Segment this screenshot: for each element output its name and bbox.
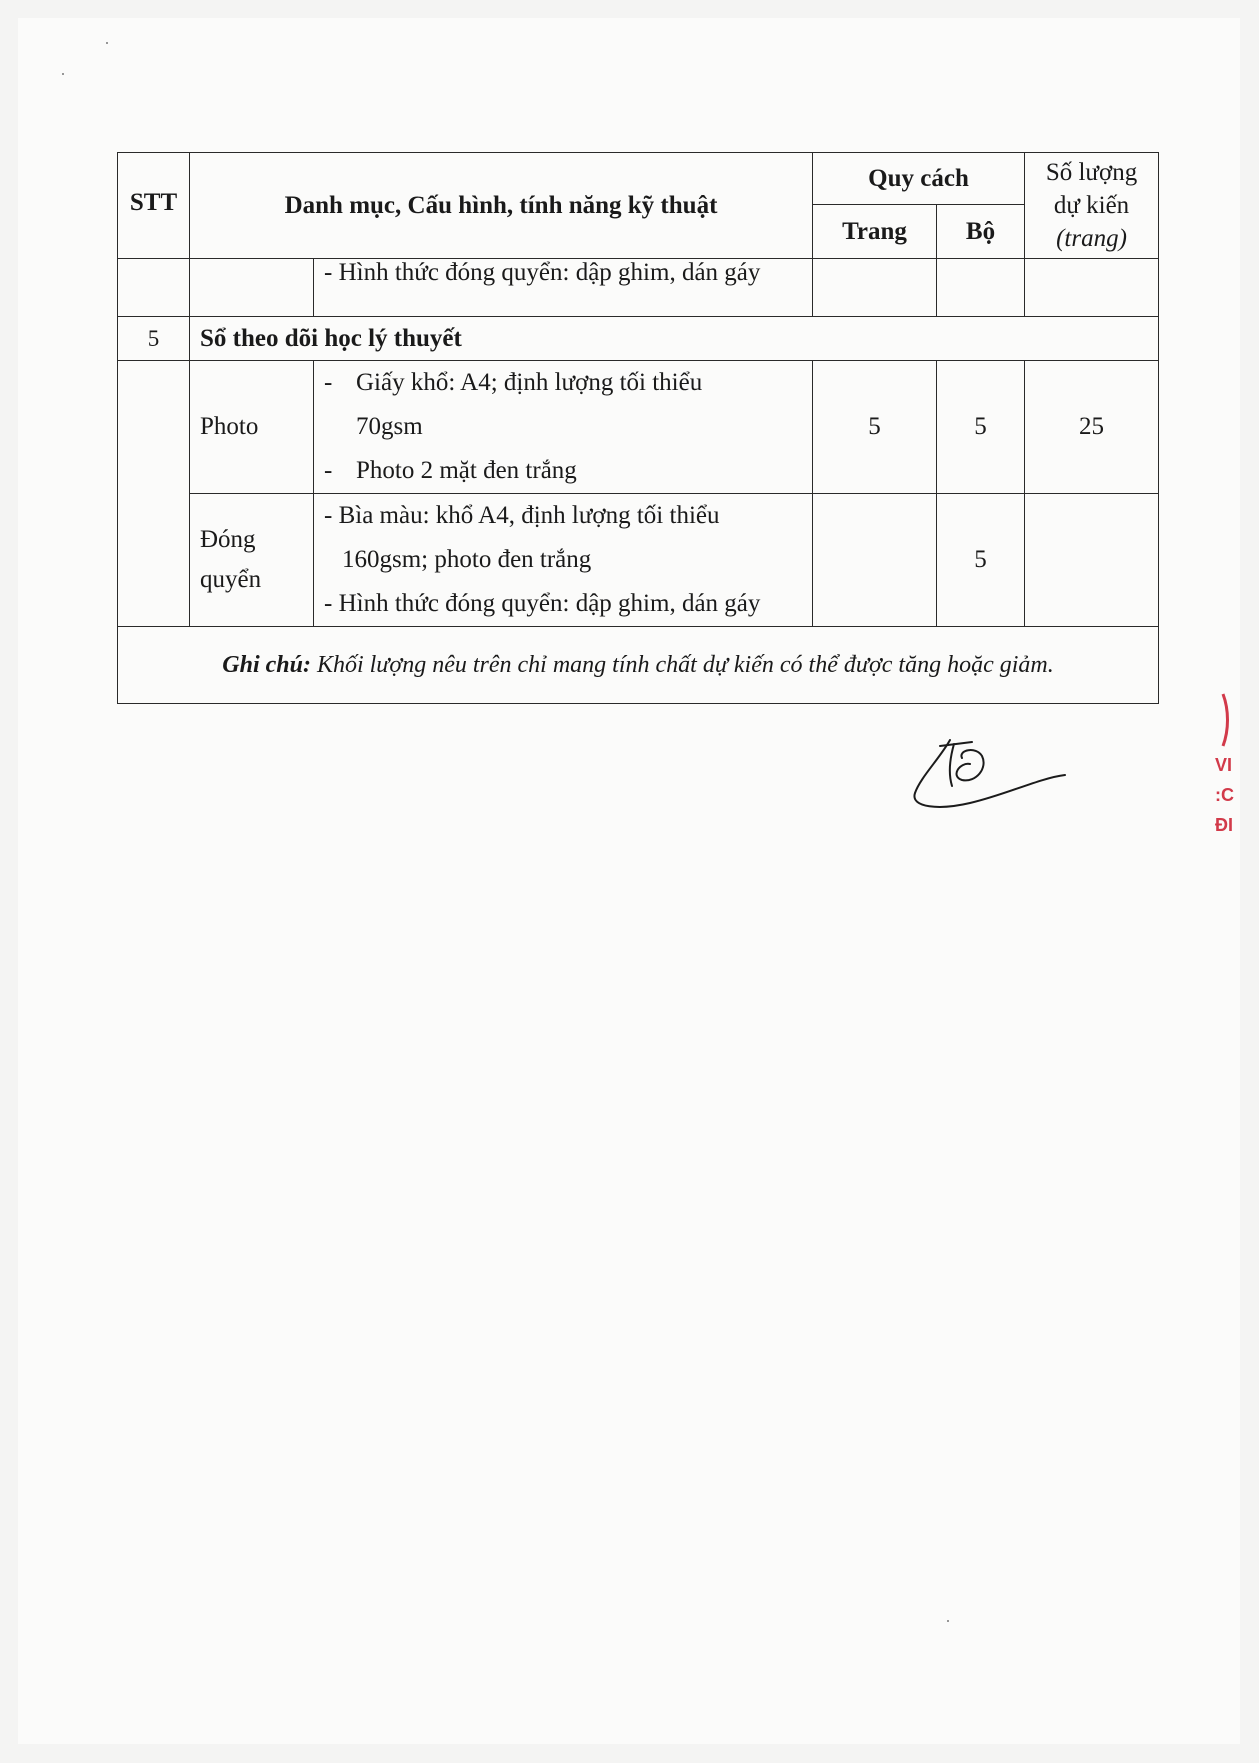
cell-empty: [937, 259, 1025, 317]
cell-dong-quyen-label: [190, 494, 314, 627]
bullet-text-line: 70gsm: [356, 413, 423, 440]
scan-speck: [947, 1620, 949, 1622]
section-title: Sổ theo dõi học lý thuyết: [190, 317, 1159, 361]
bullet-item: [324, 449, 802, 493]
header-so-luong-unit: (trang): [1056, 225, 1127, 252]
header-so-luong-line2: dự kiến: [1053, 192, 1130, 219]
scan-speck: [106, 42, 108, 44]
cell-continued-desc: - Hình thức đóng quyển: dập ghim, dán gáy: [314, 259, 813, 317]
bullet-item: [324, 361, 802, 449]
table-row-section-5: [118, 317, 1159, 361]
label-line: Đóng: [200, 526, 256, 553]
desc-line: - Hình thức đóng quyển: dập ghim, dán gáy: [324, 590, 761, 617]
cell-empty: [813, 259, 937, 317]
desc-line: 160gsm; photo đen trắng: [342, 546, 592, 573]
cell-empty: [190, 259, 314, 317]
cell-photo-label: Photo: [190, 361, 314, 494]
note-text: Khối lượng nêu trên chỉ mang tính chất dự kiến có thể được tăng hoặc giảm.: [310, 651, 1054, 678]
cell-empty: [813, 494, 937, 627]
scan-speck: [62, 73, 64, 75]
table-row-photo: [118, 361, 1159, 494]
header-quy-cach: Quy cách: [813, 153, 1025, 205]
bullet-dash: -: [324, 457, 333, 484]
header-bo: Bộ: [937, 205, 1025, 259]
cell-empty: [118, 361, 190, 627]
table-header-row-1: [118, 153, 1159, 205]
handwritten-signature: [910, 728, 1070, 818]
note-cell: [118, 627, 1159, 704]
stamp-text: VI: [1215, 755, 1233, 775]
stamp-text: ĐI: [1215, 815, 1233, 835]
specification-table: [117, 152, 1159, 704]
cell-dong-quyen-bo: 5: [937, 494, 1025, 627]
bullet-dash: -: [324, 369, 333, 396]
cell-empty: [118, 259, 190, 317]
table-row-dong-quyen: [118, 494, 1159, 627]
cell-photo-desc: [314, 361, 813, 494]
red-stamp-fragment: [1215, 690, 1245, 910]
cell-dong-quyen-desc: [314, 494, 813, 627]
header-so-luong-line1: Số lượng: [1045, 159, 1138, 186]
header-stt: STT: [118, 153, 190, 259]
cell-empty: [1025, 494, 1159, 627]
cell-empty: [1025, 259, 1159, 317]
header-so-luong: [1025, 153, 1159, 259]
cell-photo-so-luong: 25: [1025, 361, 1159, 494]
bullet-text-line: Giấy khổ: A4; định lượng tối thiểu: [356, 369, 703, 396]
cell-photo-bo: 5: [937, 361, 1025, 494]
table-row-continued: [118, 259, 1159, 317]
table-row-note: [118, 627, 1159, 704]
cell-photo-trang: 5: [813, 361, 937, 494]
bullet-text: [356, 361, 702, 449]
bullet-text: Photo 2 mặt đen trắng: [356, 457, 577, 484]
header-danh-muc: Danh mục, Cấu hình, tính năng kỹ thuật: [190, 153, 813, 259]
stamp-text: :C: [1215, 785, 1234, 805]
cell-stt-5: 5: [118, 317, 190, 361]
desc-line: - Bìa màu: khổ A4, định lượng tối thiểu: [324, 502, 720, 529]
note-label: Ghi chú:: [222, 651, 311, 678]
stamp-arc: [1215, 690, 1245, 750]
header-trang: Trang: [813, 205, 937, 259]
label-line: quyển: [200, 566, 262, 593]
